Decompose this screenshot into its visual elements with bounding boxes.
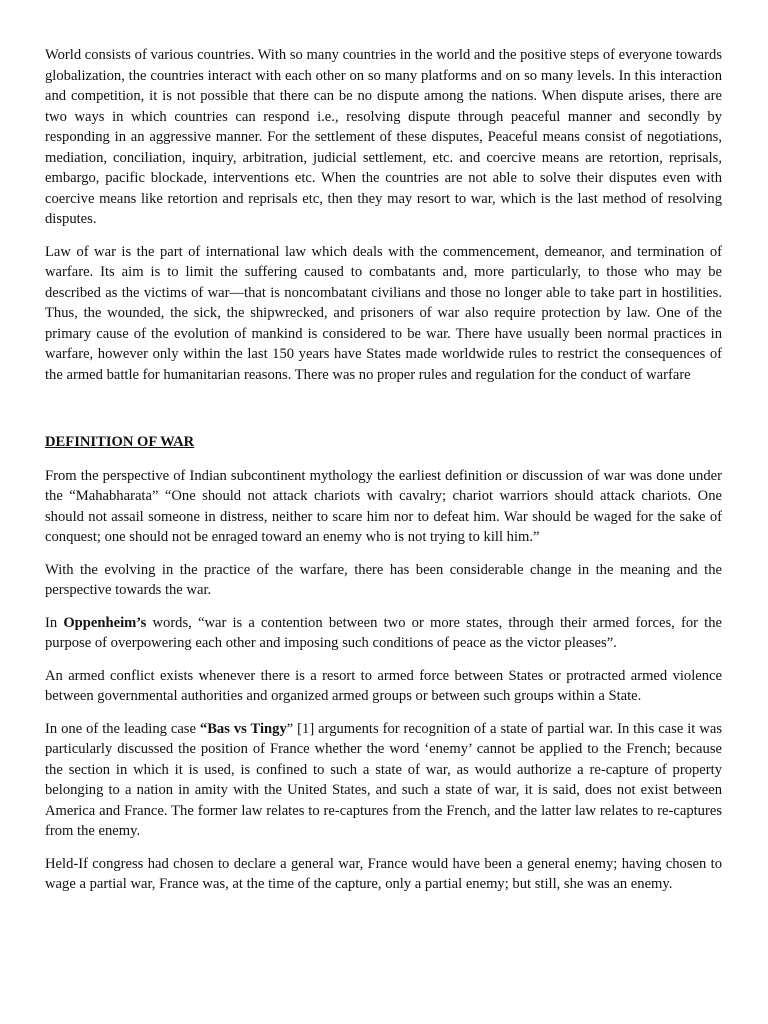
oppenheim-paragraph [45,613,722,654]
evolving-paragraph: With the evolving in the practice of the warfare, there has been considerable change in the meaning and the perspective towards the war. [45,561,722,598]
case-paragraph [45,719,722,842]
oppenheim-name: Oppenheim’s [63,614,147,631]
section-heading: DEFINITION OF WAR [45,434,195,450]
intro-paragraph-law-of-war: Law of war is the part of international law which deals with the commencement, demeanor, and termination of warfare. Its aim is to limit the suffering caused to combatants and, more particularly, to those who may be described as the victims of war—that is noncombatant civilians and those no longer able to take part in hostilities. Thus, the wounded, the sick, the shipwrecked, and prisoners of war also require protection by law. One of the primary cause of the evolution of mankind is considered to be war. There have usually been normal practices in warfare, however only within the last 150 years have States made worldwide rules to restrict the consequences of the armed battle for humanitarian reasons. There was no proper rules and regulation for the conduct of warfare [45,243,722,383]
case-name: “Bas vs Tingy [199,720,287,737]
intro-paragraph-globalization: World consists of various countries. With so many countries in the world and the positive steps of everyone towards globalization, the countries interact with each other on so many platforms and on so many levels. In this interaction and competition, it is not possible that there can be no dispute among the nations. When dispute arises, there are two ways in which countries can respond i.e., resolving dispute through peaceful manner and secondly by responding in an aggressive manner. For the settlement of these disputes, Peaceful means consist of negotiations, mediation, conciliation, inquiry, arbitration, judicial settlement, etc. and coercive means are retortion, reprisals, embargo, pacific blockade, interventions etc. When the countries are not able to solve their disputes even with coercive means like retortion and reprisals etc, then they may resort to war, which is the last method of resolving disputes. [45,47,722,227]
mahabharata-paragraph: From the perspective of Indian subcontinent mythology the earliest definition or discussion of war was done under the “Mahabharata” “One should not attack chariots with cavalry; chariot warriors should attack chariots. One should not assail someone in distress, neither to scare him nor to defeat him. War should be waged for the sake of conquest; one should not be enraged toward an enemy who is not trying to kill him.” [45,467,722,545]
armed-conflict-paragraph: An armed conflict exists whenever there is a resort to armed force between States or protracted armed violence between governmental authorities and organized armed groups or between such groups within a State. [45,667,722,704]
oppenheim-quote: words, “war is a contention between two or more states, through their armed forces, for the purpose of overpowering each other and imposing such conditions of peace as the victor pleases”. [45,614,722,651]
held-paragraph: Held-If congress had chosen to declare a general war, France would have been a general enemy; having chosen to wage a partial war, France was, at the time of the capture, only a partial enemy; but still, she was an enemy. [45,855,722,892]
case-prefix: In one of the leading case [45,720,200,737]
case-text: ” [1] arguments for recognition of a state of partial war. In this case it was particularly discussed the position of France whether the word ‘enemy’ cannot be applied to the French; because the section in which it is used, is confined to such a state of war, as would authorize a re-capture of property belonging to a nation in amity with the United States, and such a state of war, it is said, does not exist between America and France. The former law relates to re-captures from the French, and the latter law relates to re-captures from the enemy. [45,720,722,839]
oppenheim-prefix: In [45,614,64,631]
